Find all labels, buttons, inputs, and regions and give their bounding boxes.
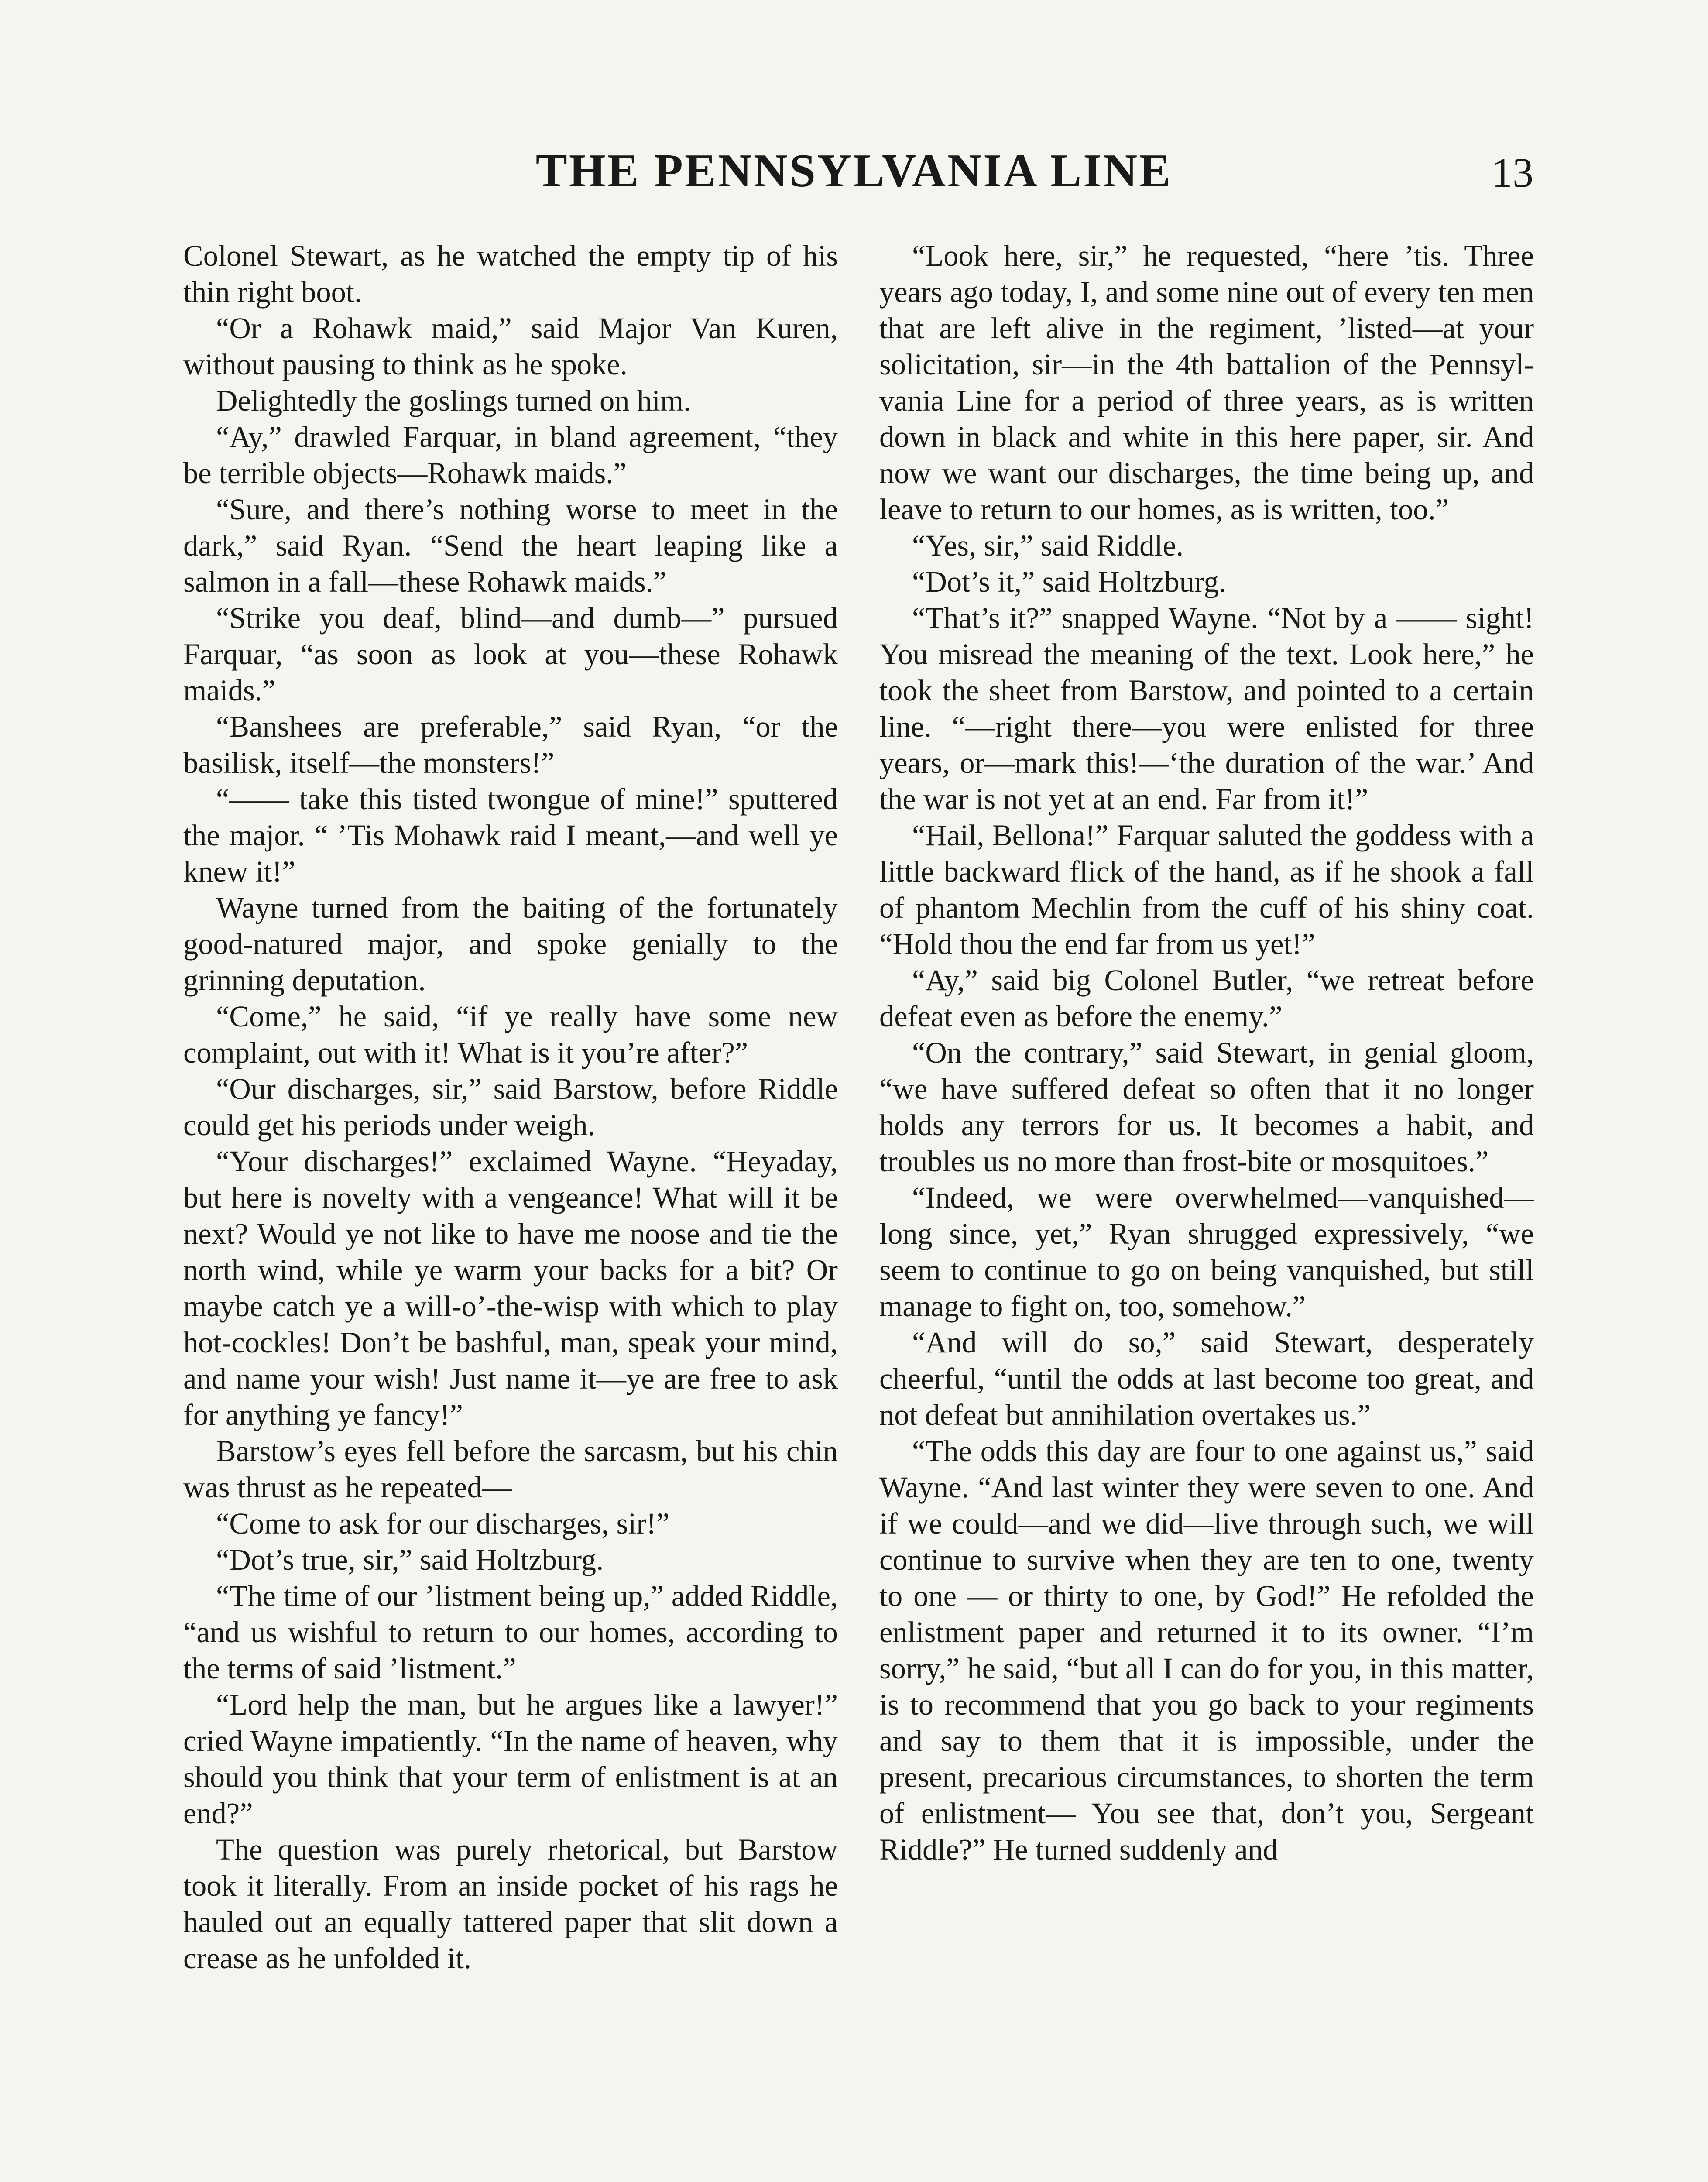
paragraph: “Yes, sir,” said Riddle. [912,529,1183,562]
paragraph: “Or a Rohawk maid,” said Major Van Kuren, without pausing to think as he spoke. [183,312,838,381]
paragraph: Wayne turned from the baiting of the fortunately good-natured major, and spoke genially to the grinning deputation. [183,891,838,997]
paragraph: “Strike you deaf, blind—and dumb—” pursued Farquar, “as soon as look at you—these Rohawk maids.” [183,601,838,707]
paragraph: “Indeed, we were overwhelmed—vanquished—long since, yet,” Ryan shrugged expressively, “we seem to continue to go on being vanquished, but still manage to fight on, too, somehow.” [879,1181,1534,1323]
paragraph: “Hail, Bellona!” Farquar saluted the goddess with a little backward flick of the hand, as if he shook a fall of phantom Mechlin from the cuff of his shiny coat. “Hold thou the end far from us yet!” [879,819,1534,961]
paragraph: “—— take this tisted twongue of mine!” sputtered the major. “ ’Tis Mohawk raid I meant,—and well ye knew it!” [183,782,838,888]
paragraph: “Look here, sir,” he requested, “here ’tis. Three years ago today, I, and some nine out of every ten men that are left alive in the regiment, ’listed—at your solicitation, sir—in the 4th battalion of the Pennsylvania Line for a period of three years, as is written down in black and white in this here paper, sir. And now we want our discharges, the time being up, and leave to return to our homes, as is written, too.” [879,239,1534,526]
paragraph: “And will do so,” said Stewart, desperately cheerful, “until the odds at last become too great, and not defeat but annihilation overtakes us.” [879,1326,1534,1431]
paragraph: Delightedly the goslings turned on him. [216,384,691,417]
paragraph: “That’s it?” snapped Wayne. “Not by a —— sight! You misread the meaning of the text. Look here,” he took the sheet from Barstow, and pointed to a certain line. “—right there—you were enlisted for three years, or—mark this!—‘the duration of the war.’ And the war is not yet at an end. Far from it!” [879,601,1534,816]
paragraph: “Ay,” said big Colonel Butler, “we retreat before defeat even as before the enemy.” [879,964,1534,1033]
paragraph: Barstow’s eyes fell before the sarcasm, but his chin was thrust as he repeated— [183,1434,838,1504]
paragraph: “Lord help the man, but he argues like a lawyer!” cried Wayne impatiently. “In the name of heaven, why should you think that your term of enlistment is at an end?” [183,1688,838,1830]
paragraph: “Your discharges!” exclaimed Wayne. “Heyaday, but here is novelty with a vengeance! What will it be next? Would ye not like to have me noose and tie the north wind, while ye warm your backs for a bit? Or maybe catch ye a will-o’-the-wisp with which to play hot-cockles! Don’t be bashful, man, speak your mind, and name your wish! Just name it—ye are free to ask for anything ye fancy!” [183,1145,838,1431]
paragraph: “Ay,” drawled Farquar, in bland agreement, “they be terrible objects—Rohawk maids.” [183,420,838,490]
paragraph: Colonel Stewart, as he watched the empty tip of his thin right boot. [183,239,838,309]
page-header [0,144,1708,214]
paragraph: “The time of our ’listment being up,” added Riddle, “and us wishful to return to our homes, according to the terms of said ’listment.” [183,1579,838,1685]
paragraph: “Come,” he said, “if ye really have some new complaint, out with it! What is it you’re after?” [183,1000,838,1069]
right-column [879,238,1534,1868]
running-title: THE PENNSYLVANIA LINE [535,145,1173,197]
paragraph: “Dot’s it,” said Holtzburg. [912,565,1226,598]
page-number: 13 [1492,149,1533,196]
paragraph: “On the contrary,” said Stewart, in genial gloom, “we have suffered defeat so often that it no longer holds any terrors for us. It becomes a habit, and troubles us no more than frost-bite or mosquitoes.” [879,1036,1534,1178]
paragraph: “The odds this day are four to one against us,” said Wayne. “And last winter they were seven to one. And if we could—and we did—live through such, we will continue to survive when they are ten to one, twenty to one — or thirty to one, by God!” He refolded the enlistment paper and returned it to its owner. “I’m sorry,” he said, “but all I can do for you, in this matter, is to recommend that you go back to your regiments and say to them that it is impossible, under the present, precarious circumstances, to shorten the term of enlistment— You see that, don’t you, Sergeant Riddle?” He turned suddenly and [879,1434,1534,1866]
left-column [183,238,838,1976]
paragraph: “Dot’s true, sir,” said Holtzburg. [216,1543,604,1576]
paragraph: “Banshees are preferable,” said Ryan, “or the basilisk, itself—the monsters!” [183,710,838,779]
paragraph: “Our discharges, sir,” said Barstow, before Riddle could get his periods under weigh. [183,1072,838,1142]
paragraph: The question was purely rhetorical, but Barstow took it literally. From an inside pocket of his rags he hauled out an equally tattered paper that slit down a crease as he unfolded it. [183,1833,838,1975]
paragraph: “Sure, and there’s nothing worse to meet in the dark,” said Ryan. “Send the heart leaping like a salmon in a fall—these Rohawk maids.” [183,493,838,598]
paragraph: “Come to ask for our discharges, sir!” [216,1507,670,1540]
